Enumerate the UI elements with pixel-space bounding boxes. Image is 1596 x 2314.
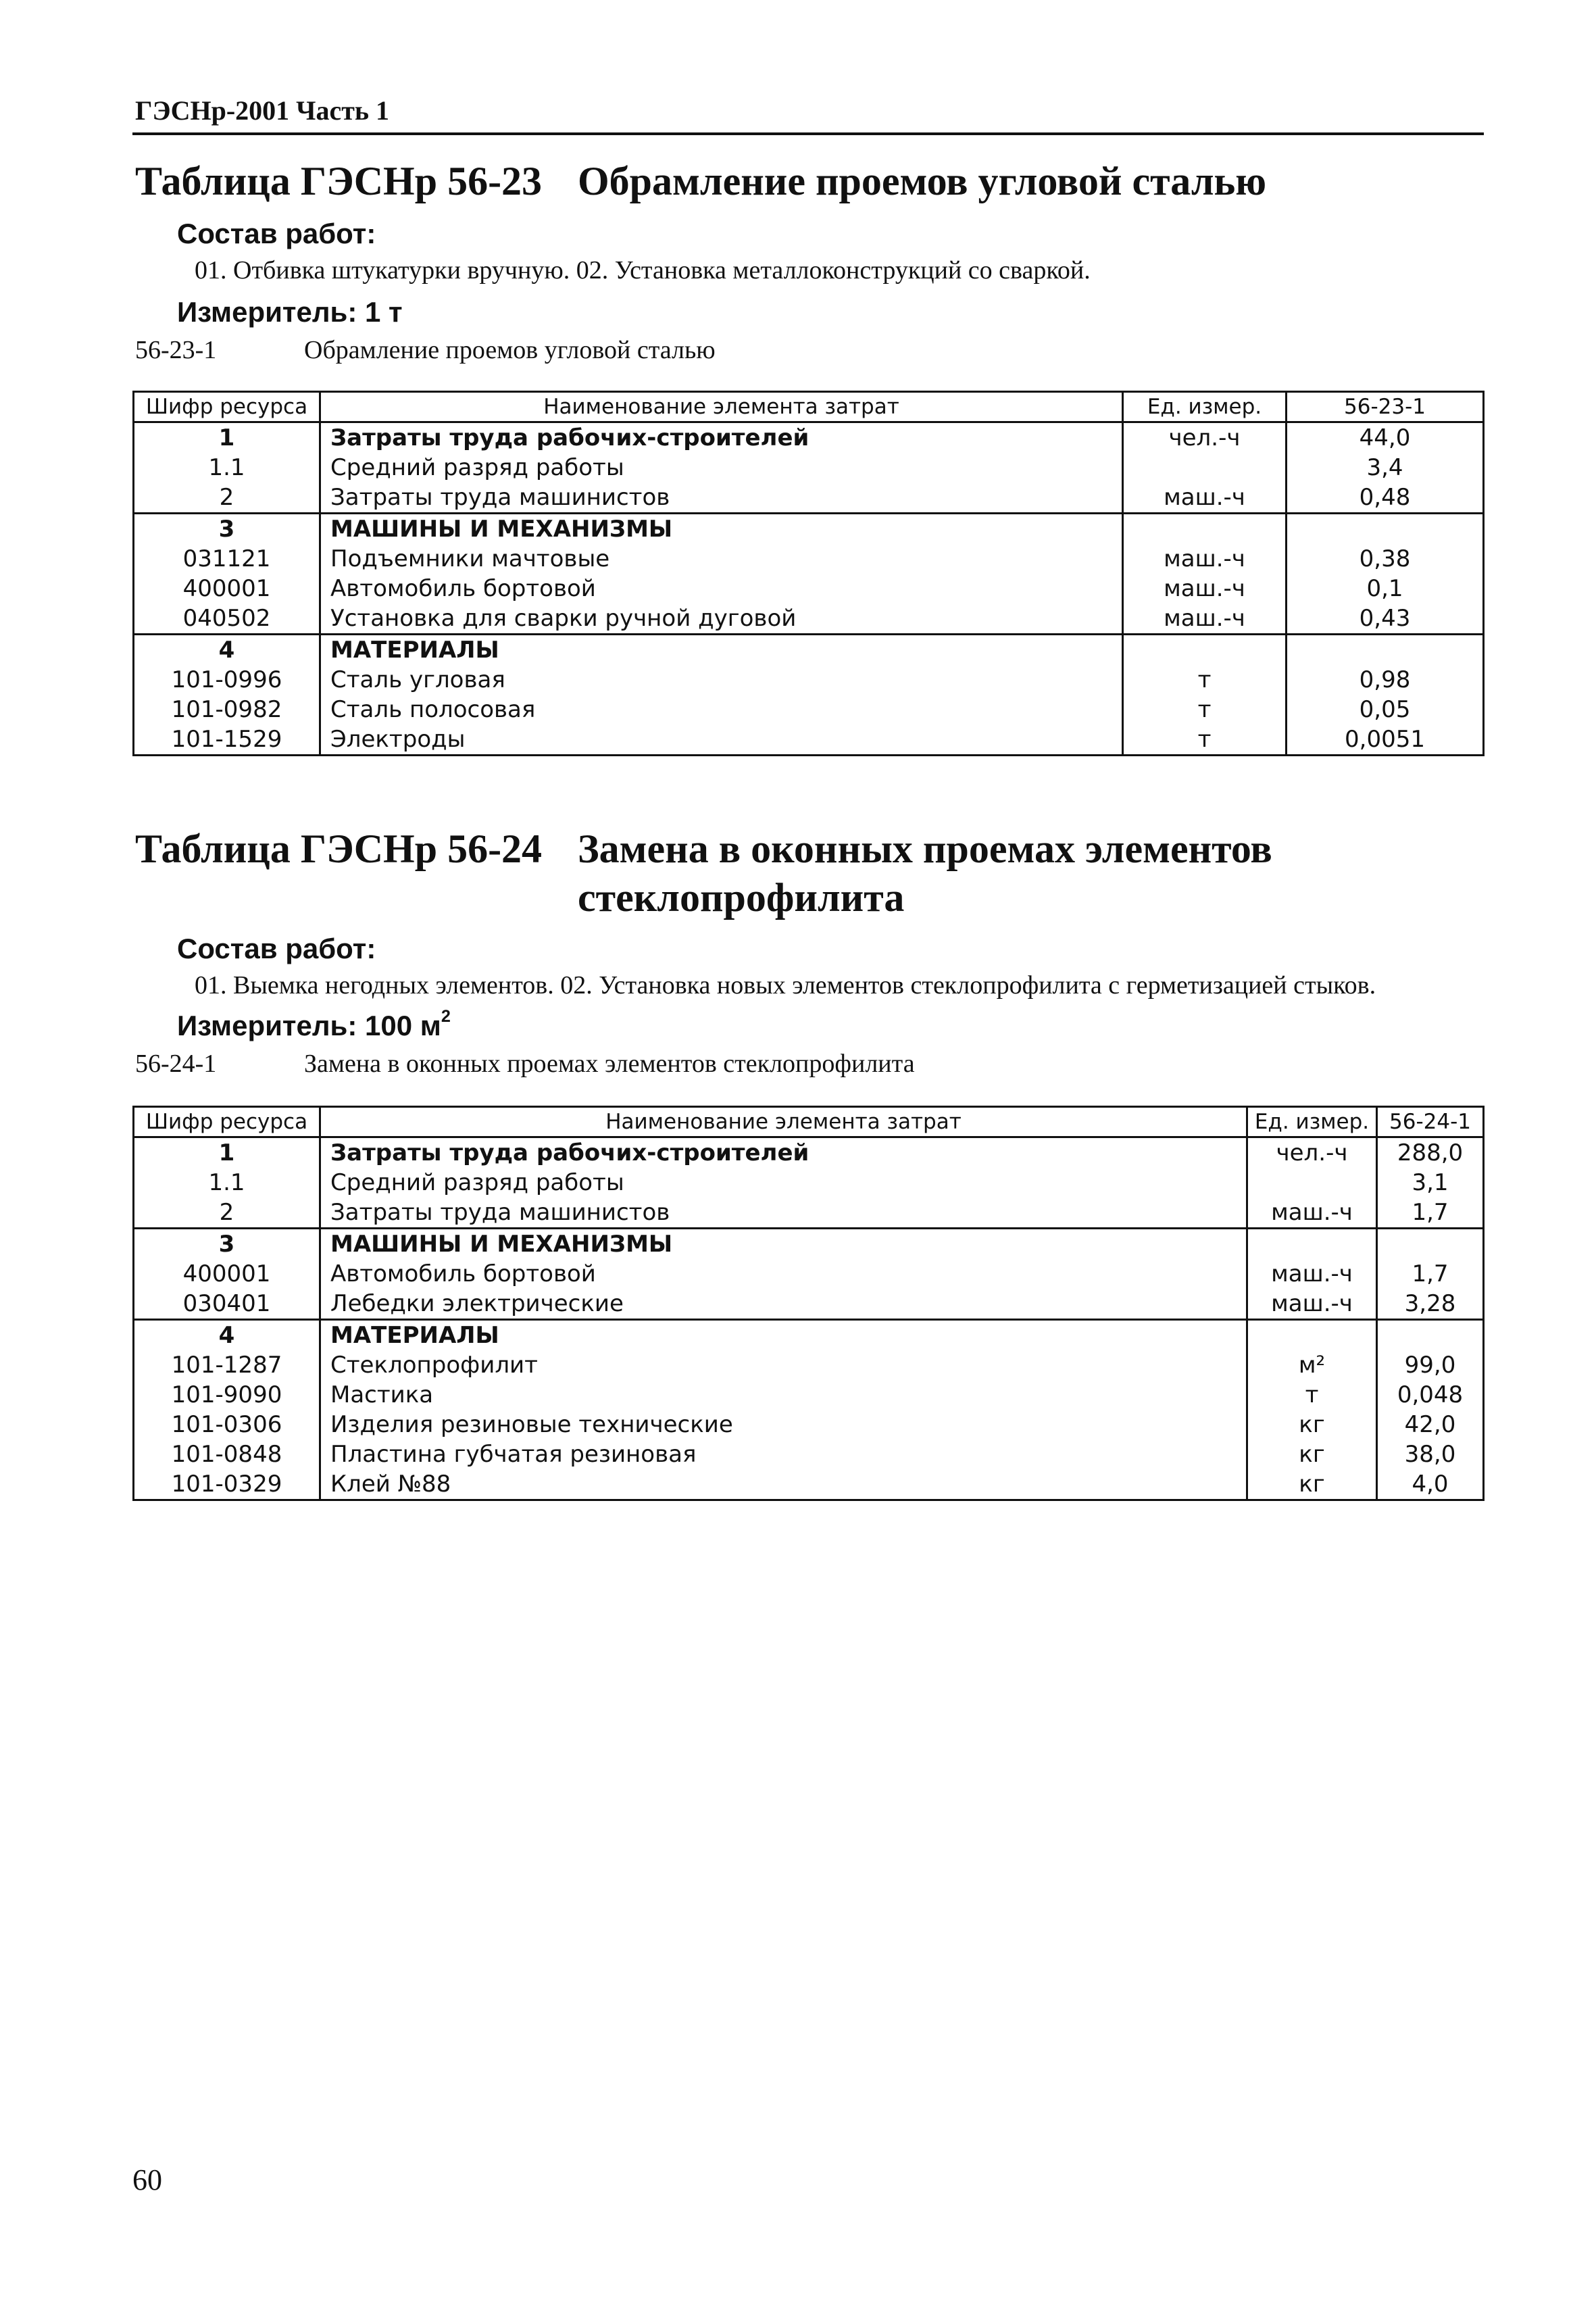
resource-name: Электроды bbox=[320, 724, 1123, 756]
resource-unit bbox=[1247, 1320, 1377, 1351]
resource-unit: кг bbox=[1247, 1410, 1377, 1439]
table1-name: Обрамление проемов угловой сталью bbox=[578, 159, 1267, 203]
table1-header-name: Наименование элемента затрат bbox=[320, 392, 1123, 422]
table2-resources bbox=[132, 1106, 1485, 1501]
resource-unit bbox=[1123, 514, 1287, 545]
resource-code: 101-1287 bbox=[134, 1350, 320, 1380]
table1-work-label: Состав работ: bbox=[177, 218, 376, 249]
table1-norm-code: 56-23-1 bbox=[135, 336, 217, 364]
resource-code: 2 bbox=[134, 483, 320, 514]
table2-work-text: 01. Выемка негодных элементов. 02. Установка новых элементов стеклопрофилита с герметизацией стыков. bbox=[195, 971, 1376, 1000]
table-row bbox=[134, 1289, 1484, 1320]
resource-code: 400001 bbox=[134, 1259, 320, 1289]
table-row bbox=[134, 1229, 1484, 1260]
resource-value bbox=[1287, 514, 1484, 545]
resource-name: Средний разряд работы bbox=[320, 453, 1123, 483]
resource-name: МАШИНЫ И МЕХАНИЗМЫ bbox=[320, 514, 1123, 545]
table-row bbox=[134, 453, 1484, 483]
resource-name: Затраты труда машинистов bbox=[320, 1198, 1247, 1229]
resource-value: 0,43 bbox=[1287, 604, 1484, 635]
resource-name: Автомобиль бортовой bbox=[320, 574, 1123, 604]
resource-code: 101-9090 bbox=[134, 1380, 320, 1410]
table1-resources bbox=[132, 391, 1485, 756]
resource-unit: маш.-ч bbox=[1123, 604, 1287, 635]
resource-code: 4 bbox=[134, 1320, 320, 1351]
table2-name-line1: Замена в оконных проемах элементов bbox=[578, 827, 1272, 871]
resource-value: 3,1 bbox=[1377, 1168, 1484, 1198]
resource-value: 42,0 bbox=[1377, 1410, 1484, 1439]
resource-unit: чел.-ч bbox=[1123, 422, 1287, 453]
resource-code: 101-0306 bbox=[134, 1410, 320, 1439]
table1-header-code: Шифр ресурса bbox=[134, 392, 320, 422]
resource-name: МАШИНЫ И МЕХАНИЗМЫ bbox=[320, 1229, 1247, 1260]
resource-code: 1 bbox=[134, 1137, 320, 1168]
table1-norm-row bbox=[135, 335, 716, 365]
resource-unit: кг bbox=[1247, 1439, 1377, 1469]
resource-code: 4 bbox=[134, 635, 320, 666]
resource-code: 101-1529 bbox=[134, 724, 320, 756]
resource-unit: чел.-ч bbox=[1247, 1137, 1377, 1168]
table-row bbox=[134, 514, 1484, 545]
table1-header-row bbox=[134, 392, 1484, 422]
resource-code: 101-0848 bbox=[134, 1439, 320, 1469]
table-row bbox=[134, 1410, 1484, 1439]
resource-unit: м² bbox=[1247, 1350, 1377, 1380]
table-row bbox=[134, 665, 1484, 695]
resource-unit: маш.-ч bbox=[1123, 544, 1287, 574]
resource-value: 1,7 bbox=[1377, 1198, 1484, 1229]
table-row bbox=[134, 422, 1484, 453]
resource-value: 38,0 bbox=[1377, 1439, 1484, 1469]
resource-code: 400001 bbox=[134, 574, 320, 604]
table1-work-text: 01. Отбивка штукатурки вручную. 02. Установка металлоконструкций со сваркой. bbox=[195, 256, 1091, 285]
resource-unit: маш.-ч bbox=[1247, 1259, 1377, 1289]
table-row bbox=[134, 483, 1484, 514]
resource-unit: кг bbox=[1247, 1469, 1377, 1500]
resource-code: 3 bbox=[134, 1229, 320, 1260]
resource-name: Автомобиль бортовой bbox=[320, 1259, 1247, 1289]
resource-name: МАТЕРИАЛЫ bbox=[320, 1320, 1247, 1351]
table2-body bbox=[134, 1137, 1484, 1500]
resource-value: 1,7 bbox=[1377, 1259, 1484, 1289]
resource-unit: маш.-ч bbox=[1123, 574, 1287, 604]
resource-code: 030401 bbox=[134, 1289, 320, 1320]
resource-code: 3 bbox=[134, 514, 320, 545]
table2-name-line2: стеклопрофилита bbox=[578, 875, 905, 920]
resource-name: Средний разряд работы bbox=[320, 1168, 1247, 1198]
resource-code: 101-0996 bbox=[134, 665, 320, 695]
table-row bbox=[134, 1350, 1484, 1380]
resource-value: 3,4 bbox=[1287, 453, 1484, 483]
table2-header-code: Шифр ресурса bbox=[134, 1107, 320, 1137]
resource-code: 1.1 bbox=[134, 453, 320, 483]
table-row bbox=[134, 695, 1484, 724]
resource-value: 0,38 bbox=[1287, 544, 1484, 574]
table2-norm-code: 56-24-1 bbox=[135, 1050, 217, 1078]
table1-measure: Измеритель: 1 т bbox=[177, 296, 403, 328]
table-row bbox=[134, 724, 1484, 756]
resource-name: Стеклопрофилит bbox=[320, 1350, 1247, 1380]
resource-value bbox=[1377, 1229, 1484, 1260]
table-row bbox=[134, 1380, 1484, 1410]
table1-title: Таблица ГЭСНр 56-23 bbox=[135, 159, 543, 203]
resource-value: 44,0 bbox=[1287, 422, 1484, 453]
resource-name: Клей №88 bbox=[320, 1469, 1247, 1500]
resource-name: Затраты труда машинистов bbox=[320, 483, 1123, 514]
table1-header-unit: Ед. измер. bbox=[1123, 392, 1287, 422]
resource-unit: маш.-ч bbox=[1247, 1289, 1377, 1320]
table2-norm-row bbox=[135, 1049, 915, 1079]
header-rule bbox=[132, 132, 1484, 135]
resource-name: Лебедки электрические bbox=[320, 1289, 1247, 1320]
table1-norm-name: Обрамление проемов угловой сталью bbox=[304, 336, 716, 364]
resource-unit: маш.-ч bbox=[1247, 1198, 1377, 1229]
resource-name: Сталь угловая bbox=[320, 665, 1123, 695]
resource-name: Пластина губчатая резиновая bbox=[320, 1439, 1247, 1469]
table2-title: Таблица ГЭСНр 56-24 bbox=[135, 827, 543, 871]
resource-code: 101-0329 bbox=[134, 1469, 320, 1500]
resource-code: 101-0982 bbox=[134, 695, 320, 724]
table-row bbox=[134, 1137, 1484, 1168]
resource-value: 0,98 bbox=[1287, 665, 1484, 695]
resource-unit: маш.-ч bbox=[1123, 483, 1287, 514]
resource-value: 0,0051 bbox=[1287, 724, 1484, 756]
resource-name: Мастика bbox=[320, 1380, 1247, 1410]
table-row bbox=[134, 604, 1484, 635]
table-row bbox=[134, 574, 1484, 604]
resource-name: Сталь полосовая bbox=[320, 695, 1123, 724]
resource-name: Изделия резиновые технические bbox=[320, 1410, 1247, 1439]
resource-name: МАТЕРИАЛЫ bbox=[320, 635, 1123, 666]
resource-unit bbox=[1247, 1229, 1377, 1260]
resource-value: 288,0 bbox=[1377, 1137, 1484, 1168]
resource-name: Установка для сварки ручной дуговой bbox=[320, 604, 1123, 635]
resource-value: 0,48 bbox=[1287, 483, 1484, 514]
table-row bbox=[134, 1259, 1484, 1289]
resource-unit bbox=[1247, 1168, 1377, 1198]
table-row bbox=[134, 1439, 1484, 1469]
resource-unit: т bbox=[1247, 1380, 1377, 1410]
resource-unit bbox=[1123, 453, 1287, 483]
table-row bbox=[134, 1469, 1484, 1500]
table1-header-value: 56-23-1 bbox=[1287, 392, 1484, 422]
resource-value: 0,048 bbox=[1377, 1380, 1484, 1410]
table2-work-label: Состав работ: bbox=[177, 933, 376, 964]
table2-measure bbox=[177, 1006, 451, 1042]
resource-code: 1 bbox=[134, 422, 320, 453]
resource-value bbox=[1377, 1320, 1484, 1351]
resource-unit bbox=[1123, 635, 1287, 666]
resource-value: 3,28 bbox=[1377, 1289, 1484, 1320]
table2-norm-name: Замена в оконных проемах элементов стеклопрофилита bbox=[304, 1050, 915, 1078]
resource-value: 0,05 bbox=[1287, 695, 1484, 724]
resource-value: 0,1 bbox=[1287, 574, 1484, 604]
table-row bbox=[134, 635, 1484, 666]
table2-header-name: Наименование элемента затрат bbox=[320, 1107, 1247, 1137]
resource-code: 040502 bbox=[134, 604, 320, 635]
page-number: 60 bbox=[132, 2163, 162, 2196]
resource-code: 1.1 bbox=[134, 1168, 320, 1198]
table2-header-row bbox=[134, 1107, 1484, 1137]
table1-body bbox=[134, 422, 1484, 756]
running-head: ГЭСНр-2001 Часть 1 bbox=[135, 95, 390, 126]
resource-name: Подъемники мачтовые bbox=[320, 544, 1123, 574]
resource-value bbox=[1287, 635, 1484, 666]
table-row bbox=[134, 1198, 1484, 1229]
table2-measure-sup: 2 bbox=[441, 1006, 451, 1026]
table-row bbox=[134, 1320, 1484, 1351]
resource-value: 99,0 bbox=[1377, 1350, 1484, 1380]
table2-header-value: 56-24-1 bbox=[1377, 1107, 1484, 1137]
resource-unit: т bbox=[1123, 724, 1287, 756]
table-row bbox=[134, 1168, 1484, 1198]
resource-code: 2 bbox=[134, 1198, 320, 1229]
resource-unit: т bbox=[1123, 665, 1287, 695]
table-row bbox=[134, 544, 1484, 574]
table2-header-unit: Ед. измер. bbox=[1247, 1107, 1377, 1137]
resource-name: Затраты труда рабочих-строителей bbox=[320, 1137, 1247, 1168]
resource-code: 031121 bbox=[134, 544, 320, 574]
resource-unit: т bbox=[1123, 695, 1287, 724]
resource-name: Затраты труда рабочих-строителей bbox=[320, 422, 1123, 453]
resource-value: 4,0 bbox=[1377, 1469, 1484, 1500]
table2-measure-label: Измеритель: 100 м bbox=[177, 1010, 441, 1041]
